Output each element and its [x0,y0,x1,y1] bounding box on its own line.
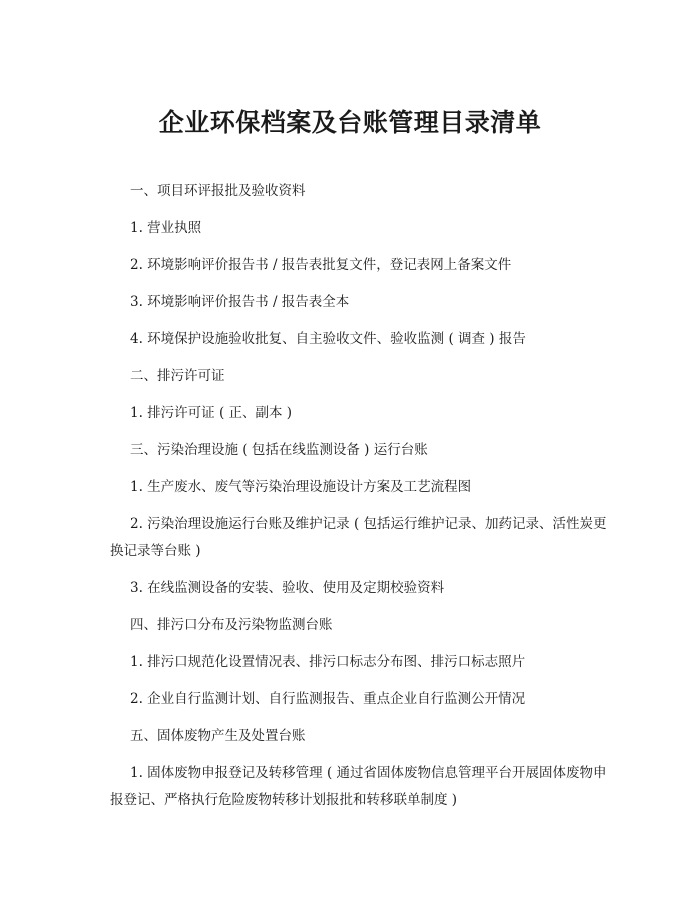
list-item: 1. 排污口规范化设置情况表、排污口标志分布图、排污口标志照片 [130,654,526,670]
list-item: 3. 环境影响评价报告书 / 报告表全本 [130,294,350,310]
list-item: 1. 固体废物申报登记及转移管理 ( 通过省固体废物信息管理平台开展固体废物申报登记、严格执行危险废物转移计划报批和转移联单制度 ) [110,765,607,808]
list-item: 1. 排污许可证 ( 正、副本 ) [130,405,293,421]
section-heading: 四、排污口分布及污染物监测台账 [130,617,333,633]
list-item: 2. 污染治理设施运行台账及维护记录 ( 包括运行维护记录、加药记录、活性炭更换记录等台账 ) [110,516,607,559]
section-heading: 三、污染治理设施 ( 包括在线监测设备 ) 运行台账 [130,442,428,458]
section-heading: 二、排污许可证 [130,368,225,384]
list-item: 2. 环境影响评价报告书 / 报告表批复文件，登记表网上备案文件 [130,257,512,273]
list-item: 1. 营业执照 [130,220,202,236]
list-item: 2. 企业自行监测计划、自行监测报告、重点企业自行监测公开情况 [130,691,526,707]
list-item: 4. 环境保护设施验收批复、自主验收文件、验收监测 ( 调查 ) 报告 [130,331,526,347]
list-item: 3. 在线监测设备的安装、验收、使用及定期校验资料 [130,580,445,596]
directory-list [110,178,610,824]
section-heading: 五、固体废物产生及处置台账 [130,728,306,744]
section-heading: 一、项目环评报批及验收资料 [130,183,306,199]
document-title: 企业环保档案及台账管理目录清单 [158,108,542,137]
list-item: 1. 生产废水、废气等污染治理设施设计方案及工艺流程图 [130,479,472,495]
